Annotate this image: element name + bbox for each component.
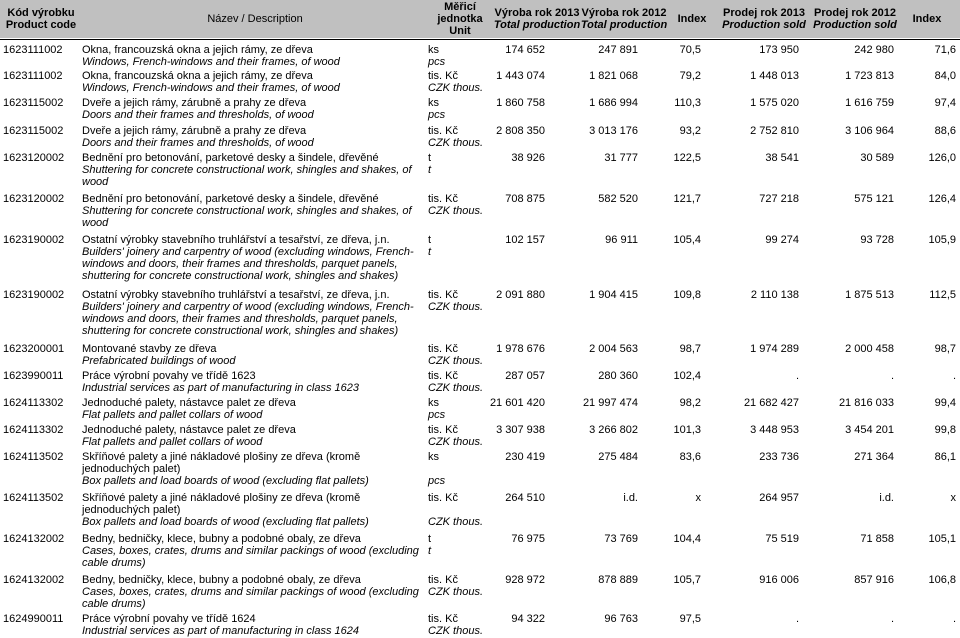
production-2012: 1 904 415 — [589, 289, 638, 301]
description-cz: Práce výrobní povahy ve třídě 1623 — [82, 370, 256, 382]
product-description — [82, 613, 422, 637]
index-production: 110,3 — [674, 97, 701, 109]
unit-cz: tis. Kč — [428, 613, 458, 625]
index-production: 101,3 — [673, 424, 701, 436]
index-sold: 105,9 — [928, 234, 956, 246]
unit-en: CZK thous. — [428, 516, 484, 528]
sold-2013: 1 448 013 — [750, 70, 799, 82]
unit — [428, 70, 483, 94]
product-description — [82, 193, 422, 229]
product-code: 1623111002 — [3, 70, 63, 82]
description-cz: Bednění pro betonování, parketové desky a šindele, dřevěné — [82, 152, 379, 164]
unit-cz: t — [428, 152, 432, 164]
production-2013: 174 652 — [505, 44, 545, 56]
unit — [428, 533, 431, 557]
header-desc-label: Název / Description — [207, 13, 303, 25]
index-production: 79,2 — [679, 70, 701, 82]
unit-en: t — [428, 164, 432, 176]
sold-2013: 173 950 — [759, 44, 799, 56]
product-description — [82, 424, 422, 448]
description-cz: Montované stavby ze dřeva — [82, 343, 217, 355]
sold-2012: 93 728 — [860, 234, 894, 246]
production-2012: 31 777 — [604, 152, 638, 164]
unit — [428, 125, 483, 149]
header-sold2012-cz: Prodej rok 2012 — [814, 7, 896, 19]
product-code: 1624132002 — [3, 574, 65, 586]
index-sold: 105,1 — [928, 533, 956, 545]
sold-2013: 2 752 810 — [750, 125, 799, 137]
product-description — [82, 44, 422, 68]
sold-2013: 727 218 — [759, 193, 799, 205]
header-prod2012-en: Total production — [580, 19, 668, 31]
product-code: 1623115002 — [3, 97, 64, 109]
sold-2012: 242 980 — [854, 44, 894, 56]
index-production: 93,2 — [679, 125, 701, 137]
product-code: 1624113302 — [3, 397, 64, 409]
index-production: 98,2 — [679, 397, 701, 409]
index-production: x — [695, 492, 701, 504]
production-2013: 264 510 — [505, 492, 545, 504]
description-en: Box pallets and load boards of wood (excluding flat pallets) — [82, 516, 369, 528]
unit-en: t — [428, 545, 432, 557]
index-sold: . — [952, 613, 956, 625]
header-unit-1: Měřicí — [444, 1, 476, 13]
description-en: Builders' joinery and carpentry of wood (excluding windows, French-windows and doors, their frames and thresholds, parquet panels, shuttering for concrete constructional work, shingles and shakes) — [82, 246, 414, 282]
unit-cz: ks — [428, 397, 439, 409]
index-production: 109,8 — [673, 289, 701, 301]
product-description — [82, 533, 422, 569]
product-description — [82, 397, 422, 421]
description-en: Shuttering for concrete constructional work, shingles and shakes, of wood — [82, 164, 412, 188]
production-2012: 1 821 068 — [589, 70, 638, 82]
description-cz: Ostatní výrobky stavebního truhlářství a tesařství, ze dřeva, j.n. — [82, 234, 390, 246]
index-sold: 106,8 — [928, 574, 956, 586]
description-cz: Skříňové palety a jiné nákladové plošiny ze dřeva (kromě jednoduchých palet) — [82, 451, 361, 475]
header-sold-2012 — [806, 0, 904, 38]
sold-2013: . — [795, 613, 799, 625]
unit — [428, 424, 483, 448]
index-production: 83,6 — [679, 451, 701, 463]
description-en: Shuttering for concrete constructional work, shingles and shakes, of wood — [82, 205, 412, 229]
index-production: 70,5 — [679, 44, 701, 56]
unit-en: CZK thous. — [428, 625, 484, 637]
unit — [428, 343, 483, 367]
header-sold2013-cz: Prodej rok 2013 — [723, 7, 805, 19]
sold-2013: 99 274 — [765, 234, 799, 246]
index-sold: 97,4 — [934, 97, 956, 109]
product-description — [82, 234, 422, 282]
unit-en: t — [428, 246, 432, 258]
product-code: 1623200001 — [3, 343, 65, 355]
unit-cz: tis. Kč — [428, 343, 458, 355]
index-sold: 88,6 — [934, 125, 956, 137]
description-en: Industrial services as part of manufacturing in class 1624 — [82, 625, 359, 637]
description-en: Doors and their frames and thresholds, of wood — [82, 137, 314, 149]
index-sold: 71,6 — [934, 44, 956, 56]
unit-en: CZK thous. — [428, 586, 484, 598]
unit-cz: tis. Kč — [428, 370, 458, 382]
description-cz: Bedny, bedničky, klece, bubny a podobné obaly, ze dřeva — [82, 574, 361, 586]
unit — [428, 193, 483, 217]
sold-2013: 3 448 953 — [750, 424, 799, 436]
production-2012: 21 997 474 — [582, 397, 638, 409]
header-index-production — [672, 0, 712, 38]
product-description — [82, 289, 422, 337]
description-cz: Okna, francouzská okna a jejich rámy, ze dřeva — [82, 70, 313, 82]
production-2013: 287 057 — [505, 370, 545, 382]
production-2012: 878 889 — [598, 574, 638, 586]
header-code-en: Product code — [5, 19, 77, 31]
product-description — [82, 97, 422, 121]
product-code: 1624113302 — [3, 424, 64, 436]
unit-en: CZK thous. — [428, 137, 484, 149]
sold-2012: 2 000 458 — [845, 343, 894, 355]
product-code: 1624132002 — [3, 533, 65, 545]
index-production: 122,5 — [673, 152, 701, 164]
header-index1: Index — [677, 13, 707, 25]
product-code: 1623190002 — [3, 289, 65, 301]
description-en: Doors and their frames and thresholds, of wood — [82, 109, 314, 121]
index-sold: 98,7 — [934, 343, 956, 355]
sold-2012: 3 106 964 — [845, 125, 894, 137]
index-sold: 126,0 — [928, 152, 956, 164]
production-2012: 1 686 994 — [589, 97, 638, 109]
description-cz: Dveře a jejich rámy, zárubně a prahy ze dřeva — [82, 97, 307, 109]
index-sold: 99,4 — [934, 397, 956, 409]
description-cz: Práce výrobní povahy ve třídě 1624 — [82, 613, 256, 625]
production-2012: 73 769 — [604, 533, 638, 545]
unit — [428, 44, 445, 68]
production-2013: 94 322 — [511, 613, 545, 625]
table-header — [0, 0, 960, 38]
product-description — [82, 574, 422, 610]
header-sold2012-en: Production sold — [813, 19, 897, 31]
header-unit-2: jednotka — [437, 13, 483, 25]
index-sold: 126,4 — [928, 193, 956, 205]
product-description — [82, 492, 422, 528]
header-divider — [0, 39, 960, 40]
unit-en: CZK thous. — [428, 82, 484, 94]
sold-2012: 575 121 — [854, 193, 894, 205]
product-description — [82, 370, 422, 394]
production-2013: 2 808 350 — [496, 125, 545, 137]
sold-2012: . — [890, 613, 894, 625]
description-en: Cases, boxes, crates, drums and similar packings of wood (excluding cable drums) — [82, 545, 419, 569]
production-2013: 2 091 880 — [496, 289, 545, 301]
header-index2: Index — [912, 13, 942, 25]
unit-cz: ks — [428, 44, 439, 56]
unit — [428, 152, 431, 176]
description-cz: Dveře a jejich rámy, zárubně a prahy ze dřeva — [82, 125, 307, 137]
sold-2012: 3 454 201 — [845, 424, 894, 436]
header-prod2013-en: Total production — [493, 19, 581, 31]
unit — [428, 97, 445, 121]
product-description — [82, 451, 422, 487]
header-description — [82, 0, 428, 38]
unit-en: CZK thous. — [428, 301, 484, 313]
description-cz: Ostatní výrobky stavebního truhlářství a tesařství, ze dřeva, j.n. — [82, 289, 390, 301]
unit-cz: tis. Kč — [428, 424, 458, 436]
index-production: 104,4 — [673, 533, 701, 545]
product-code: 1623115002 — [3, 125, 64, 137]
product-code: 1623990011 — [3, 370, 64, 382]
sold-2012: 30 589 — [860, 152, 894, 164]
unit — [428, 289, 483, 313]
sold-2012: 1 616 759 — [845, 97, 894, 109]
unit-cz: tis. Kč — [428, 193, 458, 205]
index-sold: 112,5 — [929, 289, 956, 301]
index-production: 98,7 — [679, 343, 701, 355]
description-en: Box pallets and load boards of wood (excluding flat pallets) — [82, 475, 369, 487]
sold-2013: 21 682 427 — [743, 397, 799, 409]
description-cz: Okna, francouzská okna a jejich rámy, ze dřeva — [82, 44, 313, 56]
sold-2012: 1 723 813 — [845, 70, 894, 82]
index-sold: 86,1 — [934, 451, 956, 463]
sold-2012: . — [890, 370, 894, 382]
production-2012: 247 891 — [598, 44, 638, 56]
index-sold: x — [950, 492, 956, 504]
unit-en: pcs — [428, 475, 446, 487]
unit-cz: ks — [428, 451, 439, 463]
unit — [428, 370, 483, 394]
unit-en: pcs — [428, 56, 446, 68]
unit-en: CZK thous. — [428, 382, 484, 394]
unit — [428, 613, 483, 637]
sold-2012: 271 364 — [854, 451, 894, 463]
index-sold: 99,8 — [934, 424, 956, 436]
sold-2013: 264 957 — [759, 492, 799, 504]
header-production-2012 — [578, 0, 670, 38]
production-2012: 3 266 802 — [589, 424, 638, 436]
product-code: 1623120002 — [3, 152, 65, 164]
description-cz: Bednění pro betonování, parketové desky a šindele, dřevěné — [82, 193, 379, 205]
unit-cz: t — [428, 533, 432, 545]
unit — [428, 574, 483, 598]
production-2013: 1 860 758 — [496, 97, 545, 109]
production-2013: 1 978 676 — [496, 343, 545, 355]
unit-cz: tis. Kč — [428, 125, 458, 137]
product-description — [82, 70, 422, 94]
product-description — [82, 152, 422, 188]
production-2013: 21 601 420 — [489, 397, 545, 409]
sold-2012: 71 858 — [860, 533, 894, 545]
unit-cz: tis. Kč — [428, 289, 458, 301]
header-production-2013 — [492, 0, 582, 38]
description-cz: Skříňové palety a jiné nákladové plošiny ze dřeva (kromě jednoduchých palet) — [82, 492, 361, 516]
unit — [428, 234, 431, 258]
header-sold2013-en: Production sold — [722, 19, 806, 31]
sold-2012: i.d. — [879, 492, 894, 504]
production-2013: 102 157 — [505, 234, 545, 246]
description-en: Prefabricated buildings of wood — [82, 355, 236, 367]
sold-2013: 1 974 289 — [750, 343, 799, 355]
unit — [428, 492, 483, 528]
product-code: 1623111002 — [3, 44, 63, 56]
production-2013: 76 975 — [511, 533, 545, 545]
sold-2013: 75 519 — [765, 533, 799, 545]
unit-cz: ks — [428, 97, 439, 109]
header-sold-2013 — [716, 0, 812, 38]
unit-en: CZK thous. — [428, 436, 484, 448]
sold-2012: 857 916 — [854, 574, 894, 586]
header-unit — [425, 0, 495, 38]
production-2013: 1 443 074 — [496, 70, 545, 82]
product-code: 1624113502 — [3, 492, 64, 504]
header-prod2012-cz: Výroba rok 2012 — [581, 7, 667, 19]
production-2012: 96 911 — [605, 234, 638, 246]
sold-2013: 2 110 138 — [750, 289, 799, 301]
production-2012: 582 520 — [598, 193, 638, 205]
product-description — [82, 343, 422, 367]
sold-2013: 38 541 — [765, 152, 799, 164]
index-sold: . — [952, 370, 956, 382]
sold-2013: 1 575 020 — [750, 97, 799, 109]
index-production: 105,7 — [673, 574, 701, 586]
header-index-sold — [904, 0, 950, 38]
unit-cz: tis. Kč — [428, 70, 458, 82]
unit-cz: t — [428, 234, 432, 246]
production-2013: 3 307 938 — [496, 424, 545, 436]
unit-cz: tis. Kč — [428, 492, 458, 504]
index-production: 102,4 — [673, 370, 701, 382]
sold-2013: 916 006 — [759, 574, 799, 586]
description-en: Flat pallets and pallet collars of wood — [82, 436, 263, 448]
unit-en: CZK thous. — [428, 205, 484, 217]
sold-2012: 1 875 513 — [845, 289, 894, 301]
description-en: Windows, French-windows and their frames, of wood — [82, 82, 340, 94]
description-en: Builders' joinery and carpentry of wood (excluding windows, French-windows and doors, their frames and thresholds, parquet panels, shuttering for concrete constructional work, shingles and shakes) — [82, 301, 414, 337]
sold-2013: 233 736 — [759, 451, 799, 463]
description-cz: Jednoduché palety, nástavce palet ze dřeva — [82, 397, 296, 409]
production-2012: 2 004 563 — [589, 343, 638, 355]
header-code-cz: Kód výrobku — [7, 7, 75, 19]
description-en: Cases, boxes, crates, drums and similar packings of wood (excluding cable drums) — [82, 586, 419, 610]
unit-en: pcs — [428, 109, 446, 121]
index-production: 97,5 — [679, 613, 701, 625]
production-2012: 3 013 176 — [589, 125, 638, 137]
production-2012: 96 763 — [604, 613, 638, 625]
header-product-code — [0, 0, 82, 38]
production-2012: 275 484 — [598, 451, 638, 463]
product-code: 1623190002 — [3, 234, 65, 246]
production-2013: 38 926 — [511, 152, 545, 164]
product-code: 1624113502 — [3, 451, 64, 463]
description-en: Flat pallets and pallet collars of wood — [82, 409, 263, 421]
production-2012: i.d. — [623, 492, 638, 504]
sold-2013: . — [795, 370, 799, 382]
product-description — [82, 125, 422, 149]
index-production: 121,7 — [673, 193, 701, 205]
product-code: 1623120002 — [3, 193, 65, 205]
production-2013: 230 419 — [505, 451, 545, 463]
unit-en: pcs — [428, 409, 446, 421]
product-code: 1624990011 — [3, 613, 64, 625]
header-prod2013-cz: Výroba rok 2013 — [494, 7, 580, 19]
sold-2012: 21 816 033 — [838, 397, 894, 409]
unit — [428, 451, 445, 487]
production-2013: 928 972 — [505, 574, 545, 586]
unit — [428, 397, 445, 421]
description-cz: Jednoduché palety, nástavce palet ze dřeva — [82, 424, 296, 436]
description-en: Industrial services as part of manufacturing in class 1623 — [82, 382, 359, 394]
unit-cz: tis. Kč — [428, 574, 458, 586]
index-sold: 84,0 — [934, 70, 956, 82]
description-en: Windows, French-windows and their frames, of wood — [82, 56, 340, 68]
production-2012: 280 360 — [598, 370, 638, 382]
index-production: 105,4 — [673, 234, 701, 246]
production-2013: 708 875 — [505, 193, 545, 205]
header-unit-3: Unit — [449, 25, 471, 37]
description-cz: Bedny, bedničky, klece, bubny a podobné obaly, ze dřeva — [82, 533, 361, 545]
unit-en: CZK thous. — [428, 355, 484, 367]
